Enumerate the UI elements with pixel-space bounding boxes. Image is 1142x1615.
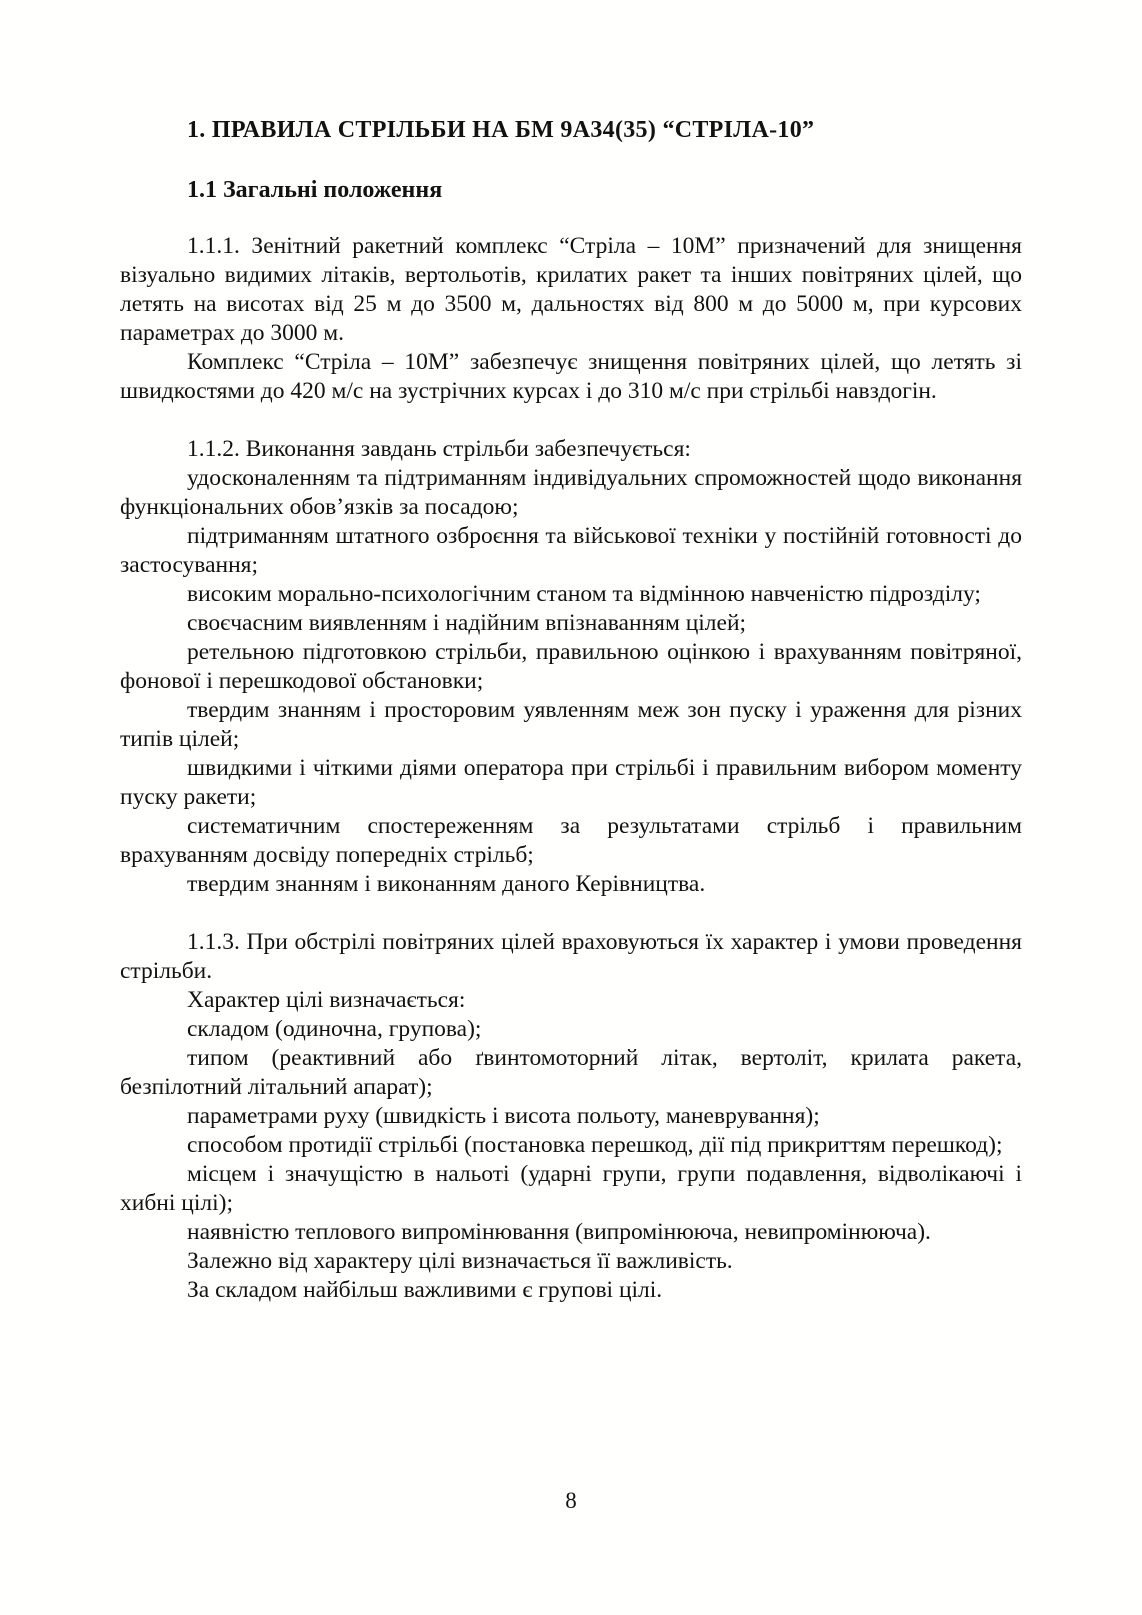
list-item: типом (реактивний або ґвинтомоторний літак, вертоліт, крилата ракета, безпілотний літальний апарат); (120, 1045, 1022, 1100)
list-item: удосконаленням та підтриманням індивідуальних спроможностей щодо виконання функціональних обов’язків за посадою; (120, 465, 1022, 520)
list-item: твердим знанням і просторовим уявленням меж зон пуску і ураження для різних типів цілей; (120, 697, 1022, 752)
list-item: способом протидії стрільбі (постановка перешкод, дії під прикриттям перешкод); (187, 1132, 1003, 1158)
paragraph: За складом найбільш важливими є групові цілі. (187, 1277, 663, 1303)
list-item: своєчасним виявленням і надійним впізнаванням цілей; (187, 610, 747, 636)
list-item: підтриманням штатного озброєння та військової техніки у постійній готовності до застосування; (120, 523, 1022, 578)
list-item: параметрами руху (швидкість і висота польоту, маневрування); (187, 1103, 820, 1129)
paragraph: Комплекс “Стріла – 10М” забезпечує знищення повітряних цілей, що летять зі швидкостями до 420 м/с на зустрічних курсах і до 310 м/с при стрільбі навздогін. (120, 349, 1022, 404)
paragraph-1-1-1: 1.1.1. Зенітний ракетний комплекс “Стріла – 10М” призначений для знищення візуально видимих літаків, вертольотів, крилатих ракет та інших повітряних цілей, що летять на висотах від 25 м до 3500 м, дальностях від 800 м до 5000 м, при курсових параметрах до 3000 м. (120, 233, 1022, 346)
paragraph: Залежно від характеру цілі визначається її важливість. (187, 1248, 733, 1274)
section-heading: 1.1 Загальні положення (187, 177, 443, 203)
list-item: ретельною підготовкою стрільби, правильною оцінкою і врахуванням повітряної, фонової і перешкодової обстановки; (120, 639, 1022, 694)
list-item: систематичним спостереженням за результатами стрільб і правильним врахуванням досвіду попередніх стрільб; (120, 813, 1022, 868)
document-content (120, 116, 1022, 1305)
list-item: складом (одиночна, групова); (187, 1016, 482, 1042)
paragraph-1-1-3: 1.1.3. При обстрілі повітряних цілей враховуються їх характер і умови проведення стрільби. (120, 929, 1022, 984)
list-item: твердим знанням і виконанням даного Керівництва. (187, 871, 706, 897)
chapter-title: 1. ПРАВИЛА СТРІЛЬБИ НА БМ 9А34(35) “СТРІЛА-10” (187, 117, 815, 143)
paragraph-1-1-2: 1.1.2. Виконання завдань стрільби забезпечується: (187, 436, 691, 462)
list-item: місцем і значущістю в нальоті (ударні групи, групи подавлення, відволікаючі і хибні цілі); (120, 1161, 1022, 1216)
page-number: 8 (565, 1488, 577, 1513)
list-item: наявністю теплового випромінювання (випромінююча, невипромінююча). (187, 1219, 931, 1245)
list-item: швидкими і чіткими діями оператора при стрільбі і правильним вибором моменту пуску ракети; (120, 755, 1022, 810)
list-item: високим морально-психологічним станом та відмінною навченістю підрозділу; (187, 581, 981, 607)
paragraph: Характер цілі визначається: (187, 987, 466, 1013)
